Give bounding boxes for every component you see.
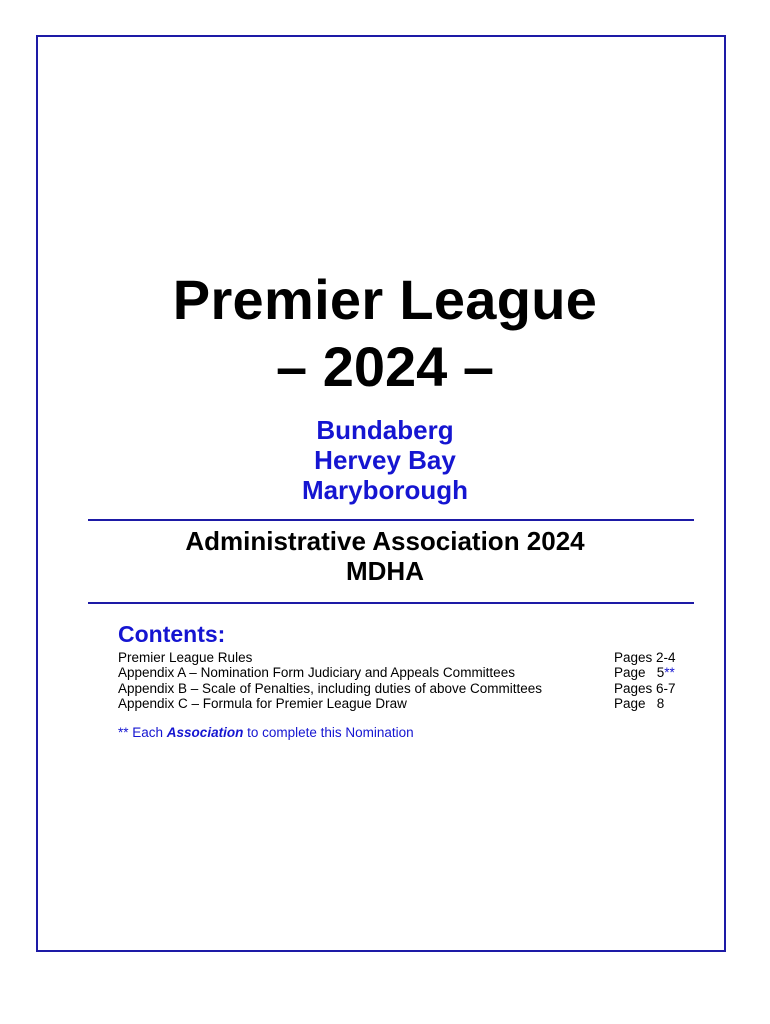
admin-block	[0, 526, 770, 586]
city-list	[0, 415, 770, 505]
city-hervey-bay: Hervey Bay	[314, 445, 456, 475]
contents-item-label: Appendix A – Nomination Form Judiciary and Appeals Committees	[118, 665, 515, 681]
contents-item	[118, 665, 698, 680]
divider-top	[88, 519, 694, 521]
note-prefix: Each	[128, 725, 167, 740]
contents-item-label: Appendix C – Formula for Premier League Draw	[118, 695, 407, 711]
admin-association: Administrative Association 2024	[185, 526, 585, 556]
city-bundaberg: Bundaberg	[316, 415, 454, 445]
contents-list	[118, 650, 698, 711]
document-title: Premier League	[172, 268, 598, 331]
contents-item-label: Appendix B – Scale of Penalties, including duties of above Committees	[118, 680, 542, 696]
contents-item	[118, 681, 698, 696]
city-maryborough: Maryborough	[301, 475, 469, 505]
contents-item-pages: Page 8	[614, 695, 665, 711]
contents-item-pages: Page 5**	[614, 665, 675, 681]
contents-heading: Contents:	[118, 621, 226, 647]
contents-item-pages: Pages 2-4	[614, 650, 676, 665]
note-stars: **	[118, 725, 129, 740]
note-emphasis: Association	[166, 725, 244, 740]
contents-item	[118, 696, 698, 711]
nomination-note	[118, 725, 414, 740]
admin-acronym: MDHA	[346, 556, 424, 586]
document-year: – 2024 –	[276, 335, 494, 398]
note-suffix: to complete this Nomination	[243, 725, 414, 740]
contents-item-pages: Pages 6-7	[614, 680, 676, 696]
contents-item	[118, 650, 698, 665]
asterisk-marker: **	[664, 665, 675, 681]
contents-item-label: Premier League Rules	[118, 650, 253, 665]
divider-bottom	[88, 602, 694, 604]
